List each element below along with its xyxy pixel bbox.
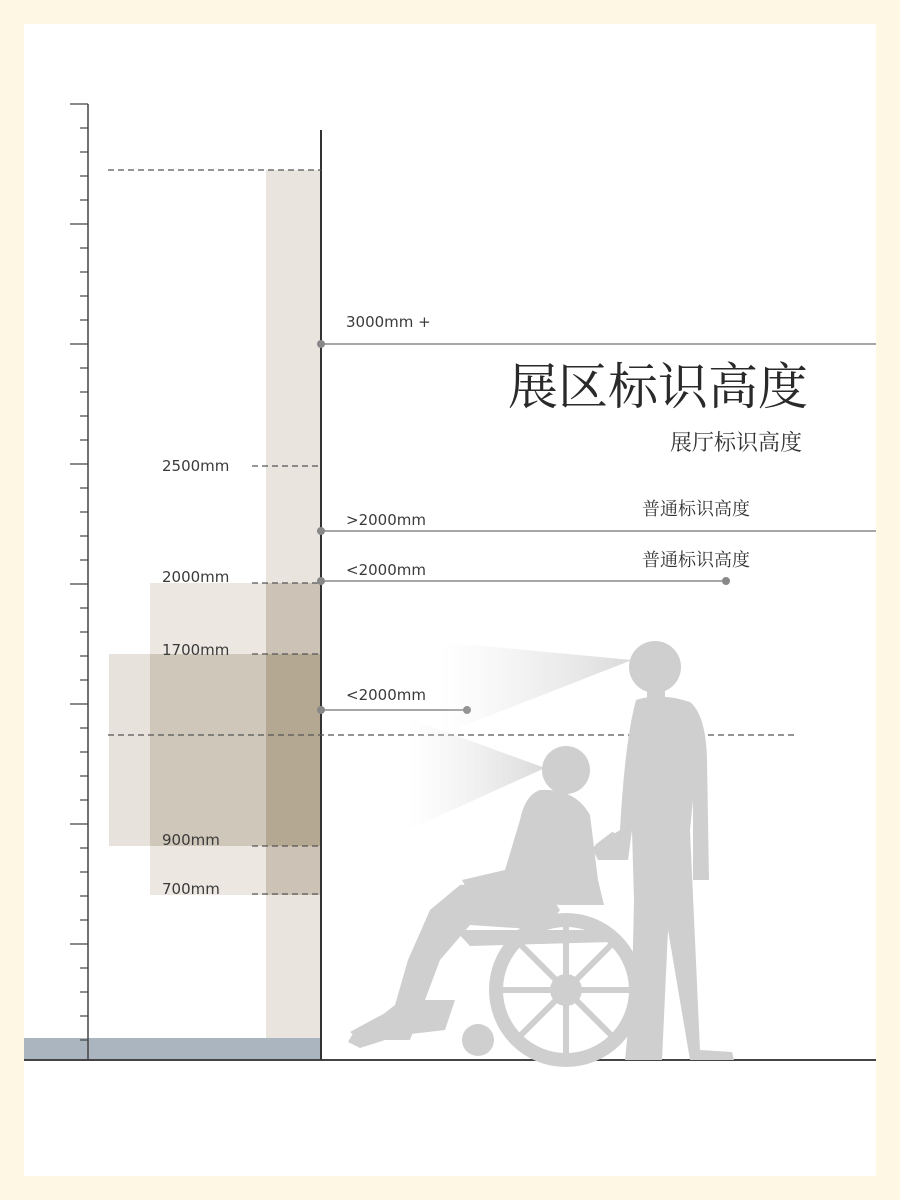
- label-lt2000-upper: <2000mm: [346, 561, 426, 579]
- diagram-card: [24, 24, 876, 1176]
- marker-dot-gt2000: [317, 527, 325, 535]
- category-general-lower: 普通标识高度: [642, 550, 750, 571]
- panel-overlap-core: [266, 654, 321, 846]
- floor-block: [24, 1038, 321, 1060]
- marker-dot-2000: [317, 577, 325, 585]
- category-general-upper: 普通标识高度: [642, 499, 750, 520]
- marker-dot-3000: [317, 340, 325, 348]
- marker-dot-2000-end: [722, 577, 730, 585]
- title-sub: 展厅标识高度: [669, 431, 802, 456]
- label-3000: 3000mm +: [346, 313, 431, 331]
- signage-height-diagram: [24, 24, 876, 1176]
- label-2500: 2500mm: [162, 457, 230, 475]
- ruler-ticks: [70, 104, 88, 1040]
- wheelchair-user-icon: [348, 746, 636, 1060]
- sight-beam-standing: [440, 642, 632, 735]
- label-1700: 1700mm: [162, 641, 230, 659]
- label-700: 700mm: [162, 880, 220, 898]
- label-2000: 2000mm: [162, 568, 230, 586]
- marker-dot-lower: [317, 706, 325, 714]
- label-gt2000: >2000mm: [346, 511, 426, 529]
- label-lt2000-lower: <2000mm: [346, 686, 426, 704]
- label-900: 900mm: [162, 831, 220, 849]
- title-main: 展区标识高度: [508, 358, 808, 416]
